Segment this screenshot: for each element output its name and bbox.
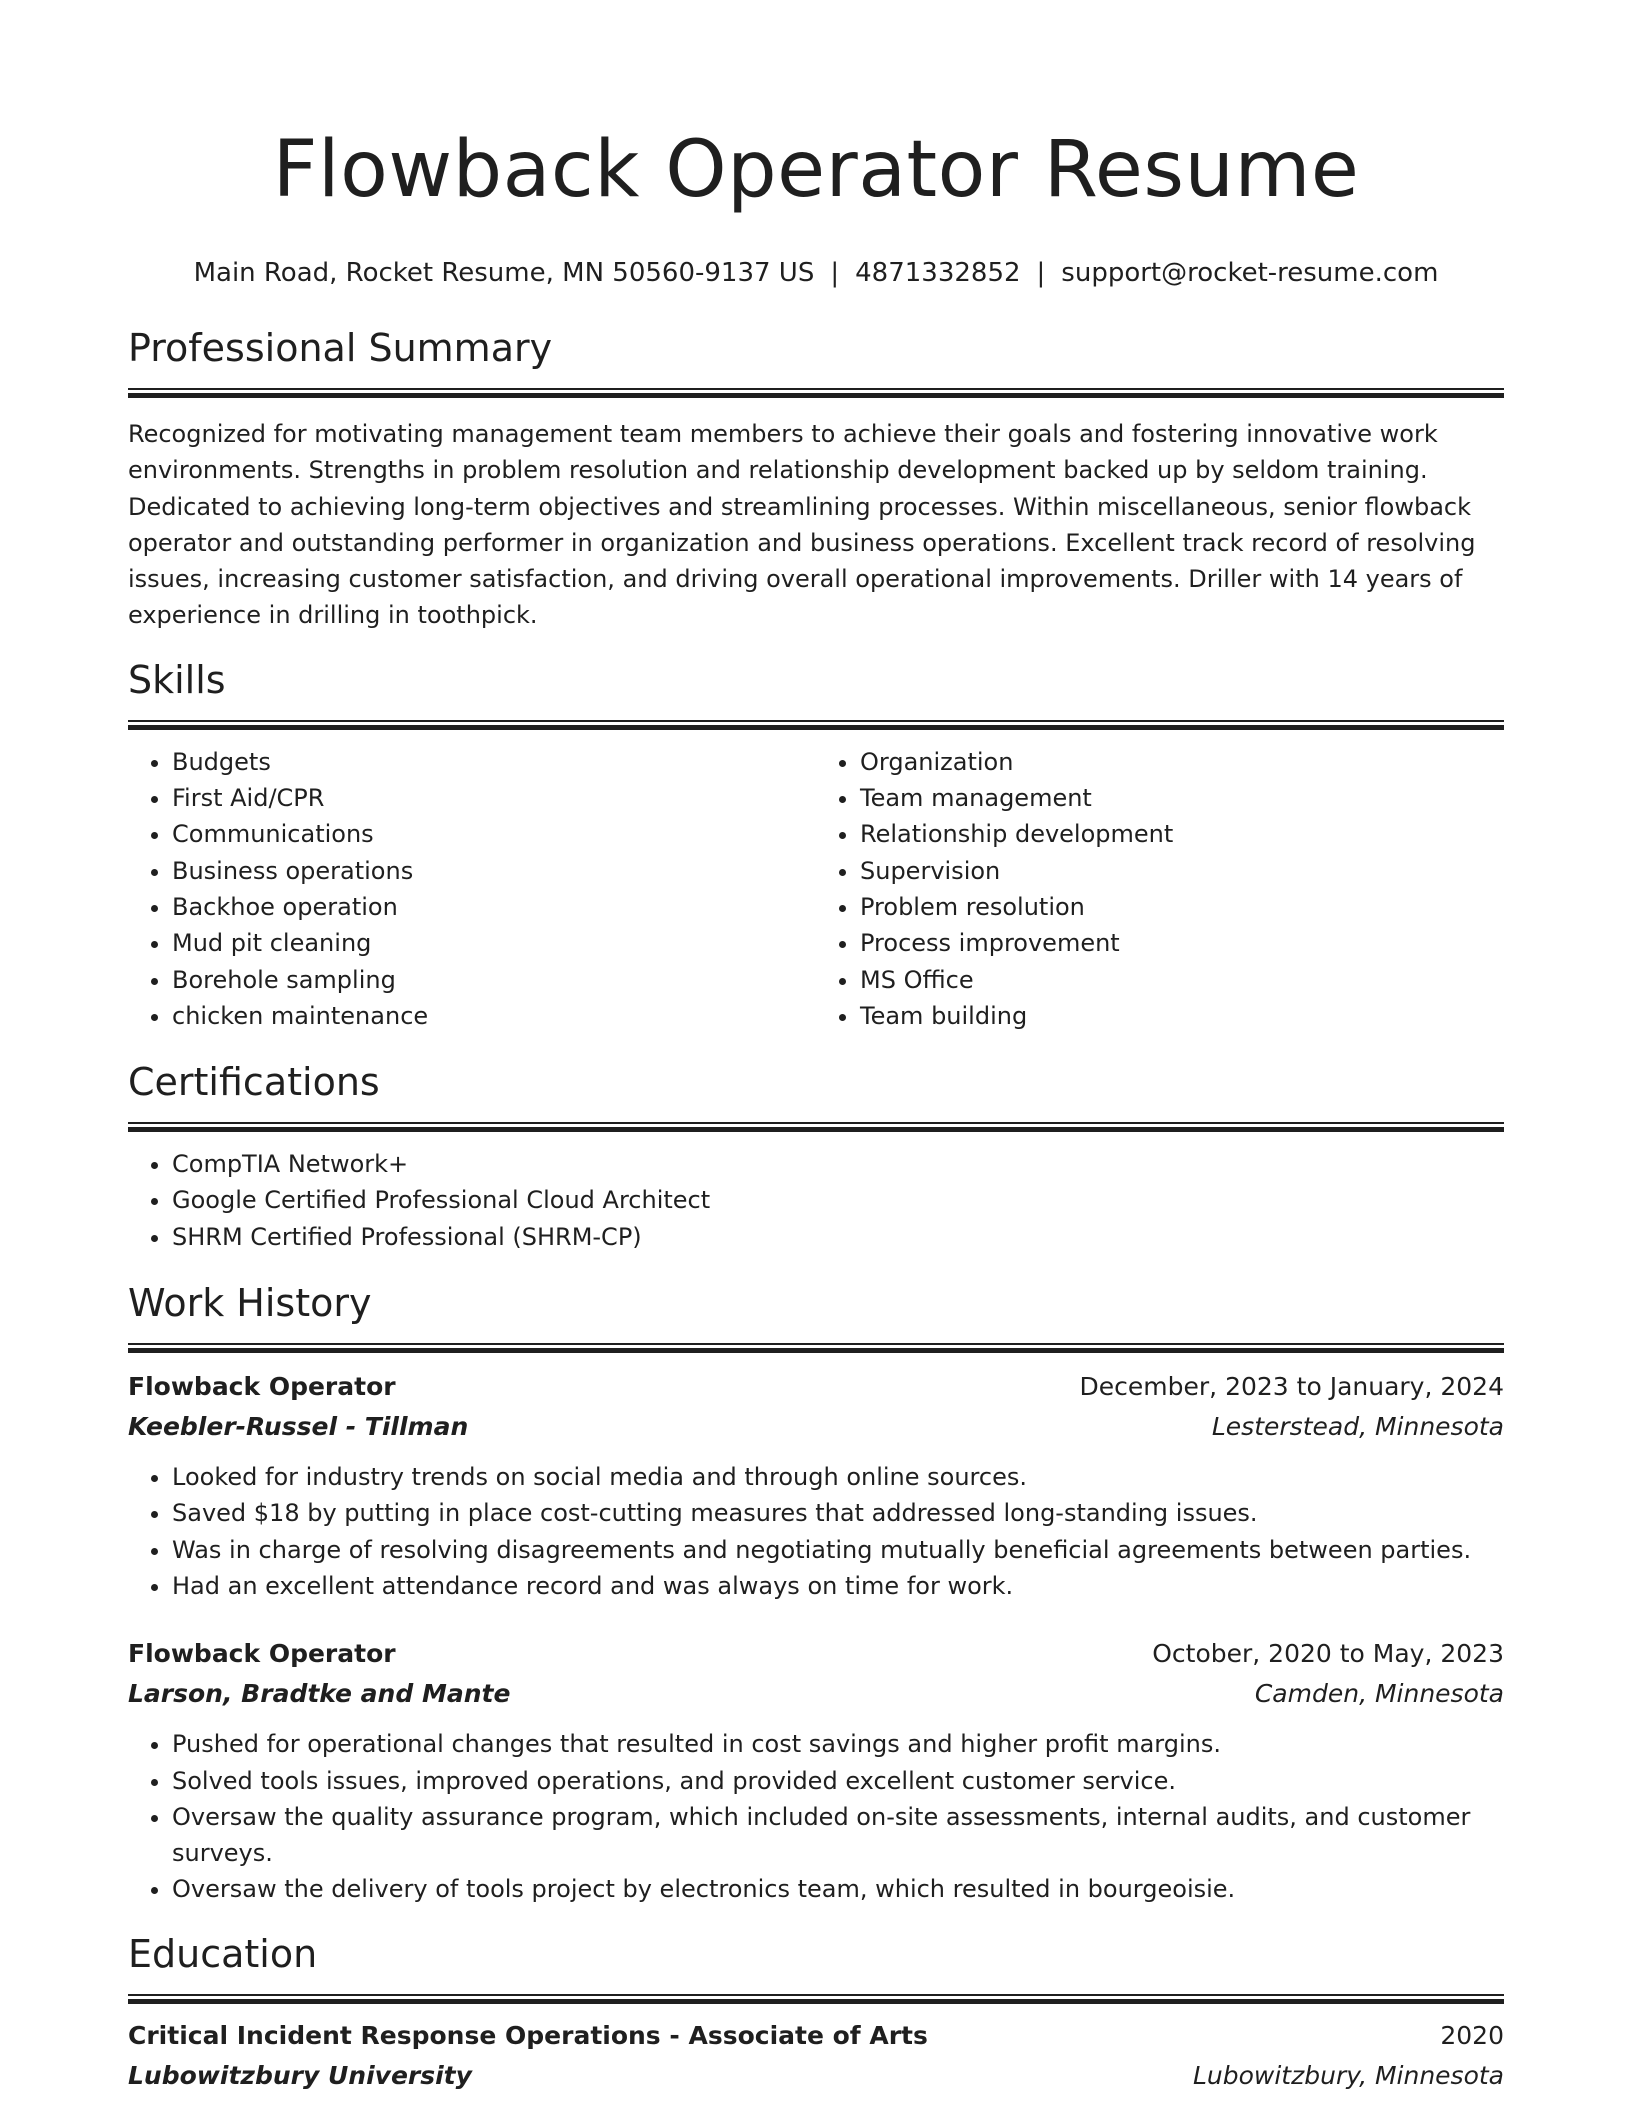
- job-dates: October, 2020 to May, 2023: [1152, 1639, 1504, 1669]
- job-bullet: • Solved tools issues, improved operations, and provided excellent customer service.: [172, 1763, 1504, 1799]
- job-dates: December, 2023 to January, 2024: [1079, 1372, 1504, 1402]
- summary-heading: Professional Summary: [128, 326, 553, 370]
- skills-list-left: [128, 744, 816, 1034]
- certifications-list: [128, 1146, 1504, 1255]
- contact-separator: |: [830, 258, 840, 288]
- job-bullet: • Saved $18 by putting in place cost-cutting measures that addressed long-standing issues.: [172, 1495, 1504, 1531]
- skill-item: • Organization: [860, 744, 1504, 780]
- section-divider: [128, 1343, 1504, 1353]
- contact-email: support@rocket-resume.com: [1061, 258, 1439, 288]
- certification-item: • Google Certified Professional Cloud Architect: [172, 1182, 1504, 1218]
- job-entry: [128, 1367, 1504, 1604]
- work-history-heading: Work History: [128, 1281, 372, 1326]
- job-bullet: • Oversaw the delivery of tools project by electronics team, which resulted in bourgeoisie.: [172, 1871, 1504, 1907]
- section-divider: [128, 720, 1504, 730]
- skill-item: • chicken maintenance: [172, 998, 816, 1034]
- job-bullets: [128, 1459, 1504, 1604]
- skills-grid: [128, 744, 1504, 1034]
- skill-item: • Team management: [860, 780, 1504, 816]
- skill-item: • Borehole sampling: [172, 962, 816, 998]
- education-entry: [128, 2016, 1504, 2096]
- skills-list-right: [816, 744, 1504, 1034]
- job-subheader: [128, 1407, 1504, 1447]
- skill-item: • Business operations: [172, 853, 816, 889]
- skill-item: • First Aid/CPR: [172, 780, 816, 816]
- contact-phone: 4871332852: [855, 258, 1021, 288]
- education-subheader: [128, 2056, 1504, 2096]
- job-location: Camden, Minnesota: [1254, 1679, 1504, 1709]
- education-degree: Critical Incident Response Operations - Associate of Arts: [128, 2020, 928, 2050]
- job-bullet: • Oversaw the quality assurance program, which included on-site assessments, internal audits, and customer surveys.: [172, 1799, 1504, 1872]
- certification-item: • SHRM Certified Professional (SHRM-CP): [172, 1219, 1504, 1255]
- education-section: [128, 1930, 1504, 2096]
- job-bullet: • Pushed for operational changes that resulted in cost savings and higher profit margins.: [172, 1726, 1504, 1762]
- education-heading: Education: [128, 1931, 318, 1976]
- skill-item: • Supervision: [860, 853, 1504, 889]
- education-school: Lubowitzbury University: [128, 2060, 472, 2090]
- job-entry: [128, 1634, 1504, 1907]
- job-bullet: • Had an excellent attendance record and was always on time for work.: [172, 1568, 1504, 1604]
- contact-separator: |: [1036, 258, 1046, 288]
- certification-item: • CompTIA Network+: [172, 1146, 1504, 1182]
- skills-section: [128, 656, 1504, 1034]
- job-bullet: • Looked for industry trends on social media and through online sources.: [172, 1459, 1504, 1495]
- skill-item: • Budgets: [172, 744, 816, 780]
- skill-item: • Mud pit cleaning: [172, 925, 816, 961]
- job-company: Larson, Bradtke and Mante: [128, 1679, 511, 1709]
- job-bullet: • Was in charge of resolving disagreements and negotiating mutually beneficial agreements between parties.: [172, 1532, 1504, 1568]
- job-header: [128, 1367, 1504, 1407]
- work-history-section: [128, 1279, 1504, 1908]
- skill-item: • MS Office: [860, 962, 1504, 998]
- education-year: 2020: [1440, 2020, 1504, 2050]
- skill-item: • Team building: [860, 998, 1504, 1034]
- skill-item: • Communications: [172, 816, 816, 852]
- education-location: Lubowitzbury, Minnesota: [1192, 2060, 1504, 2090]
- education-header: [128, 2016, 1504, 2056]
- skills-column-left: [128, 744, 816, 1034]
- resume-title: Flowback Operator Resume: [272, 125, 1360, 215]
- job-title: Flowback Operator: [128, 1372, 396, 1402]
- job-title: Flowback Operator: [128, 1639, 396, 1669]
- contact-address: Main Road, Rocket Resume, MN 50560-9137 US: [193, 258, 815, 288]
- summary-text: Recognized for motivating management team members to achieve their goals and fostering innovative work environments. Strengths in problem resolution and relationship development backed up by seldom training. Dedicated to achieving long-term objectives and streamlining processes. Within miscellaneous, senior flowback operator and outstanding performer in organization and business operations. Excellent track record of resolving issues, increasing customer satisfaction, and driving overall operational improvements. Driller with 14 years of experience in drilling in toothpick.: [128, 420, 1476, 630]
- job-location: Lesterstead, Minnesota: [1211, 1412, 1504, 1442]
- skill-item: • Backhoe operation: [172, 889, 816, 925]
- job-header: [128, 1634, 1504, 1674]
- job-bullets: [128, 1726, 1504, 1907]
- certifications-section: [128, 1058, 1504, 1255]
- job-company: Keebler-Russel - Tillman: [128, 1412, 469, 1442]
- section-divider: [128, 1122, 1504, 1132]
- contact-line: [128, 256, 1504, 290]
- job-subheader: [128, 1674, 1504, 1714]
- certifications-heading: Certifications: [128, 1060, 380, 1105]
- skill-item: • Problem resolution: [860, 889, 1504, 925]
- skills-heading: Skills: [128, 657, 226, 702]
- section-divider: [128, 1994, 1504, 2004]
- skills-column-right: [816, 744, 1504, 1034]
- summary-section: [128, 324, 1504, 634]
- section-divider: [128, 388, 1504, 398]
- skill-item: • Relationship development: [860, 816, 1504, 852]
- skill-item: • Process improvement: [860, 925, 1504, 961]
